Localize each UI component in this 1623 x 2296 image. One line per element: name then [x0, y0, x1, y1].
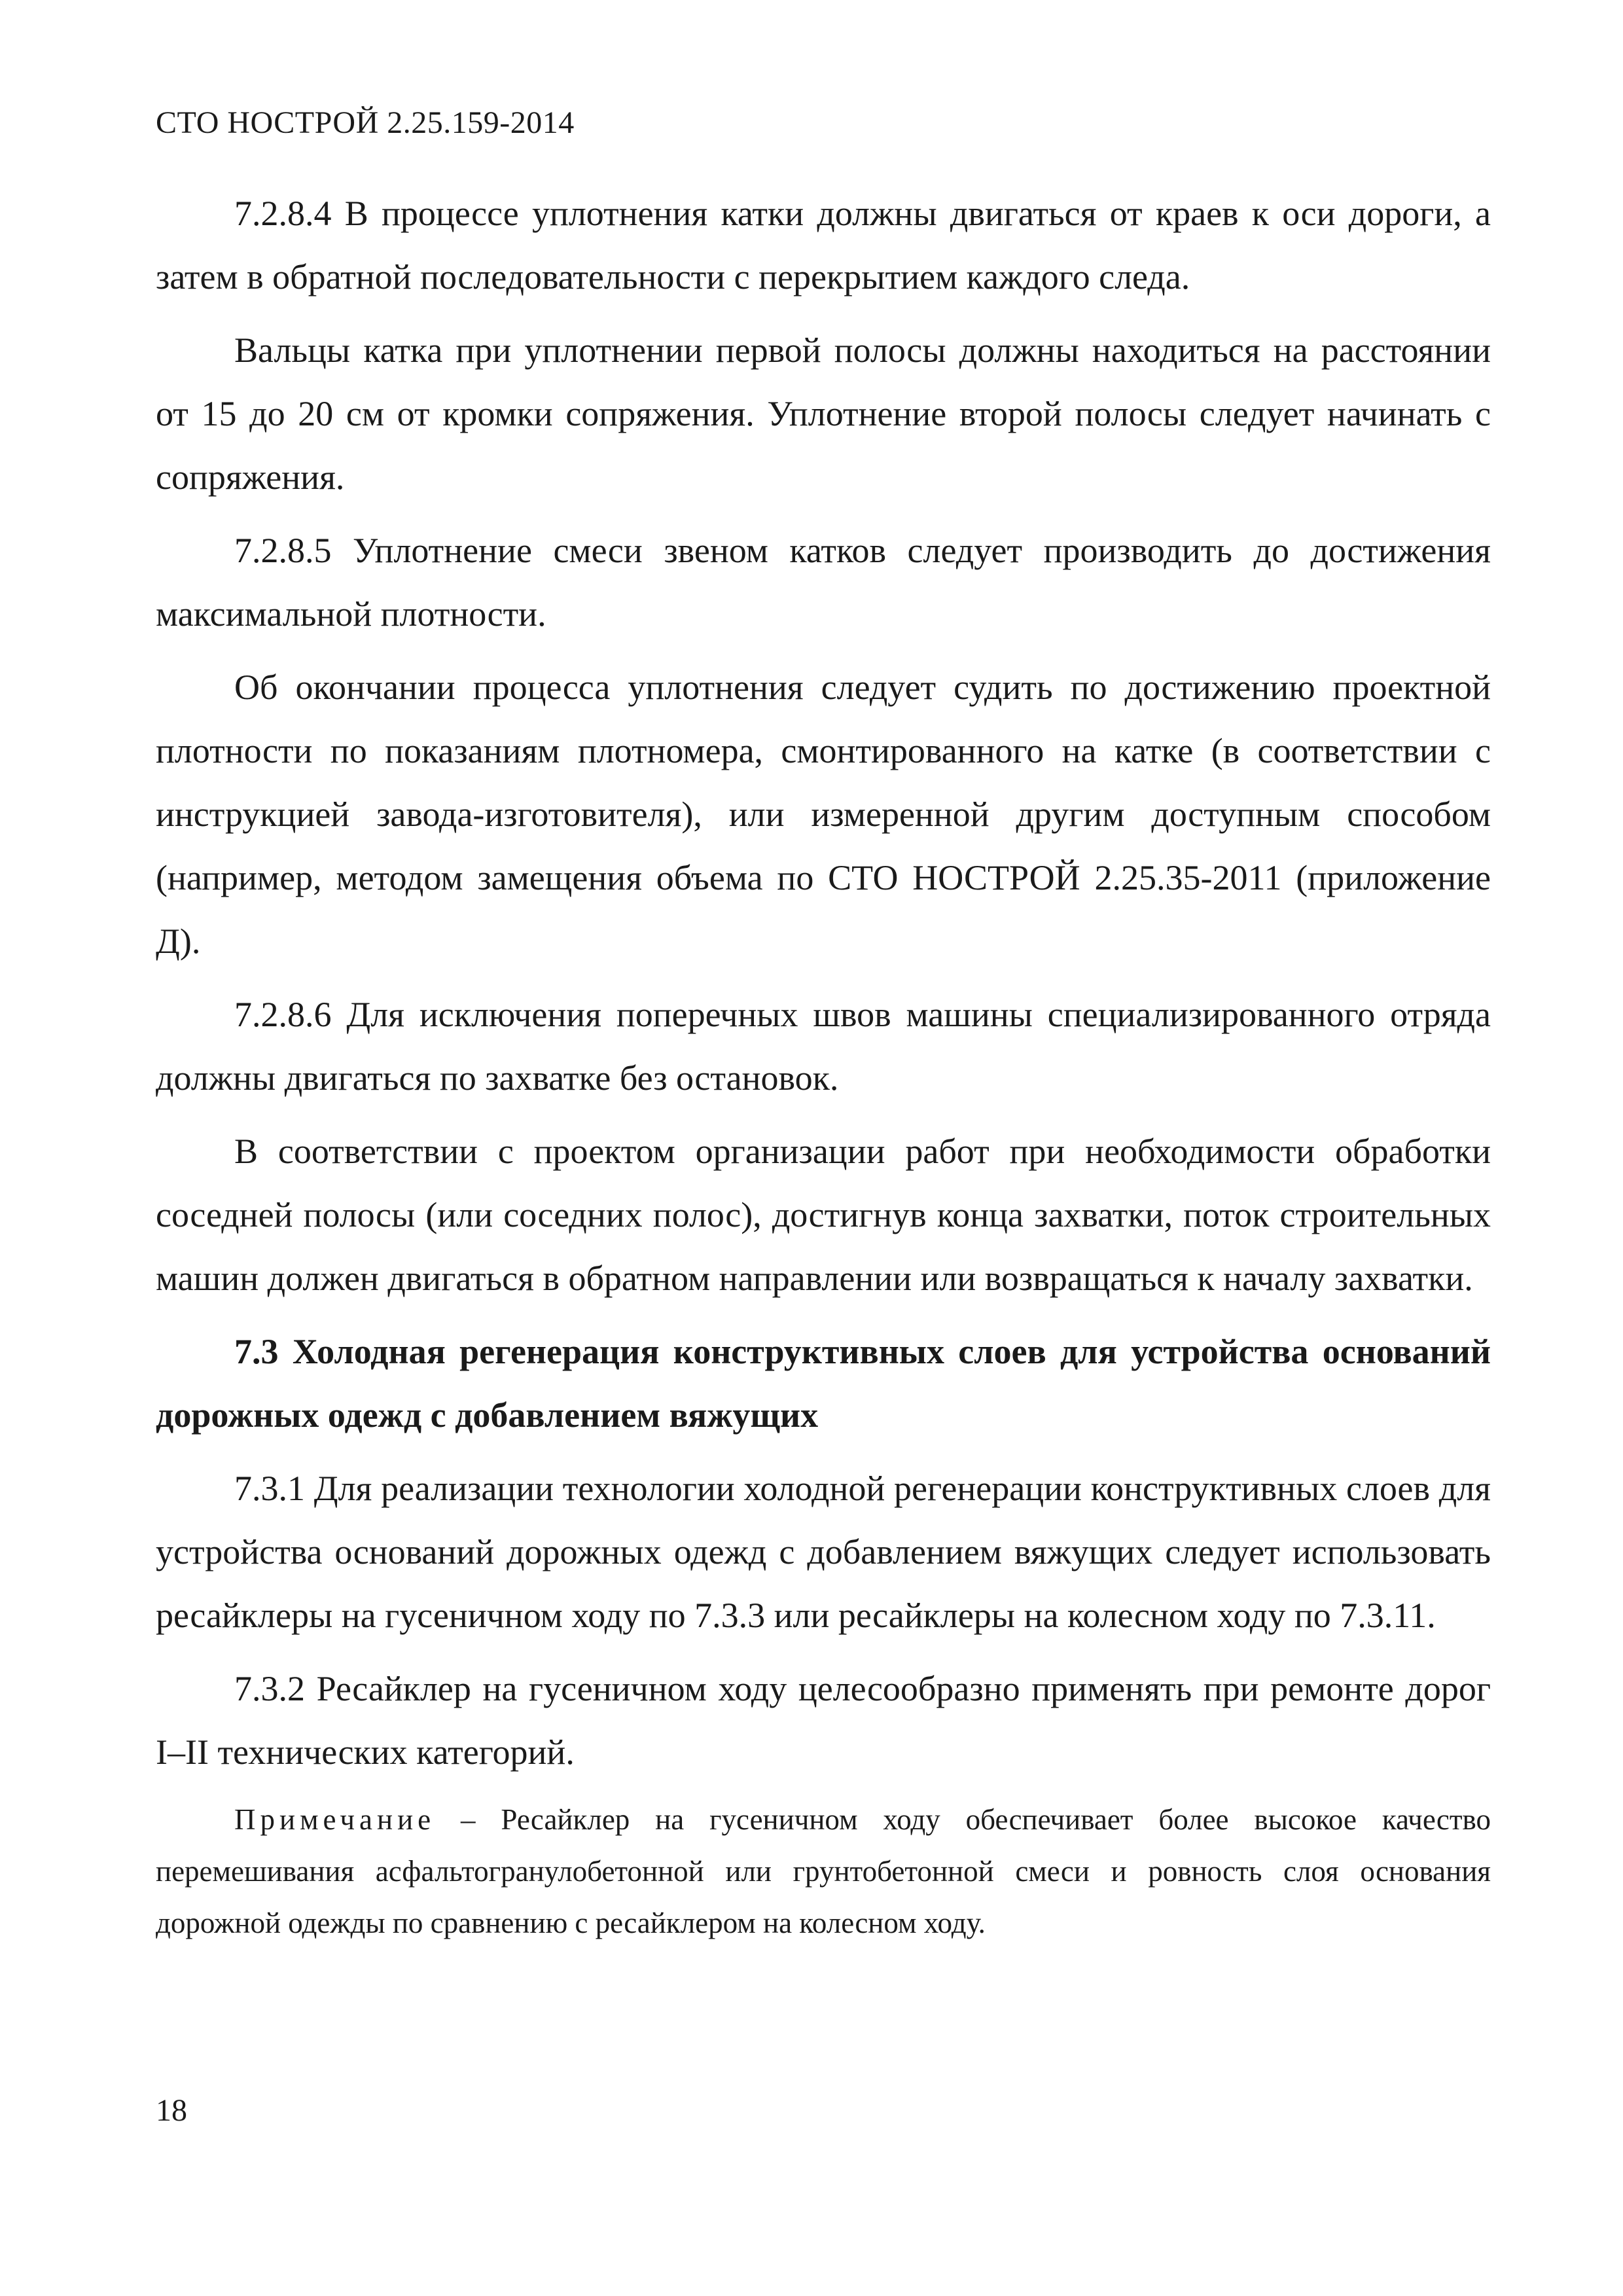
paragraph-7-2-8-6: 7.2.8.6 Для исключения поперечных швов машины специализированного отряда должны двигаться по захватке без остановок. — [156, 995, 1491, 1098]
paragraph-compaction-end: Об окончании процесса уплотнения следует судить по достижению проектной плотности по показаниям плотномера, смонтированного на катке (в соответствии с инструкцией завода-изготовителя), или измеренной другим доступным способом (например, методом замещения объема по СТО НОСТРОЙ 2.25.35-2011 (приложение Д). — [156, 668, 1491, 961]
paragraph-adjacent-lane: В соответствии с проектом организации работ при необходимости обработки соседней полосы (или соседних полос), достигнув конца захватки, поток строительных машин должен двигаться в обратном направлении или возвращаться к началу захватки. — [156, 1132, 1491, 1298]
paragraph-rollers-distance: Вальцы катка при уплотнении первой полосы должны находиться на расстоянии от 15 до 20 см от кромки сопряжения. Уплотнение второй полосы следует начинать с сопряжения. — [156, 331, 1491, 497]
note — [156, 1794, 1491, 1949]
section-heading-7-3: 7.3 Холодная регенерация конструктивных слоев для устройства оснований дорожных одежд с добавлением вяжущих — [156, 1332, 1491, 1435]
paragraph-7-2-8-5: 7.2.8.5 Уплотнение смеси звеном катков следует производить до достижения максимальной плотности. — [156, 531, 1491, 634]
page-header: СТО НОСТРОЙ 2.25.159-2014 — [156, 105, 575, 140]
paragraph-7-3-1: 7.3.1 Для реализации технологии холодной регенерации конструктивных слоев для устройства оснований дорожных одежд с добавлением вяжущих следует использовать ресайклеры на гусеничном ходу по 7.3.3 или ресайклеры на колесном ходу по 7.3.11. — [156, 1469, 1491, 1635]
note-label: Примечание — [234, 1803, 436, 1836]
paragraph-7-3-2: 7.3.2 Ресайклер на гусеничном ходу целесообразно применять при ремонте дорог I–II технических категорий. — [156, 1669, 1491, 1772]
document-body — [156, 182, 1491, 1949]
paragraph-7-2-8-4: 7.2.8.4 В процессе уплотнения катки должны двигаться от краев к оси дороги, а затем в обратной последовательности с перекрытием каждого следа. — [156, 194, 1491, 296]
note-text: – Ресайклер на гусеничном ходу обеспечивает более высокое качество перемешивания асфальтогранулобетонной или грунтобетонной смеси и ровность слоя основания дорожной одежды по сравнению с ресайклером на колесном ходу. — [156, 1803, 1491, 1939]
page-number: 18 — [156, 2093, 187, 2128]
